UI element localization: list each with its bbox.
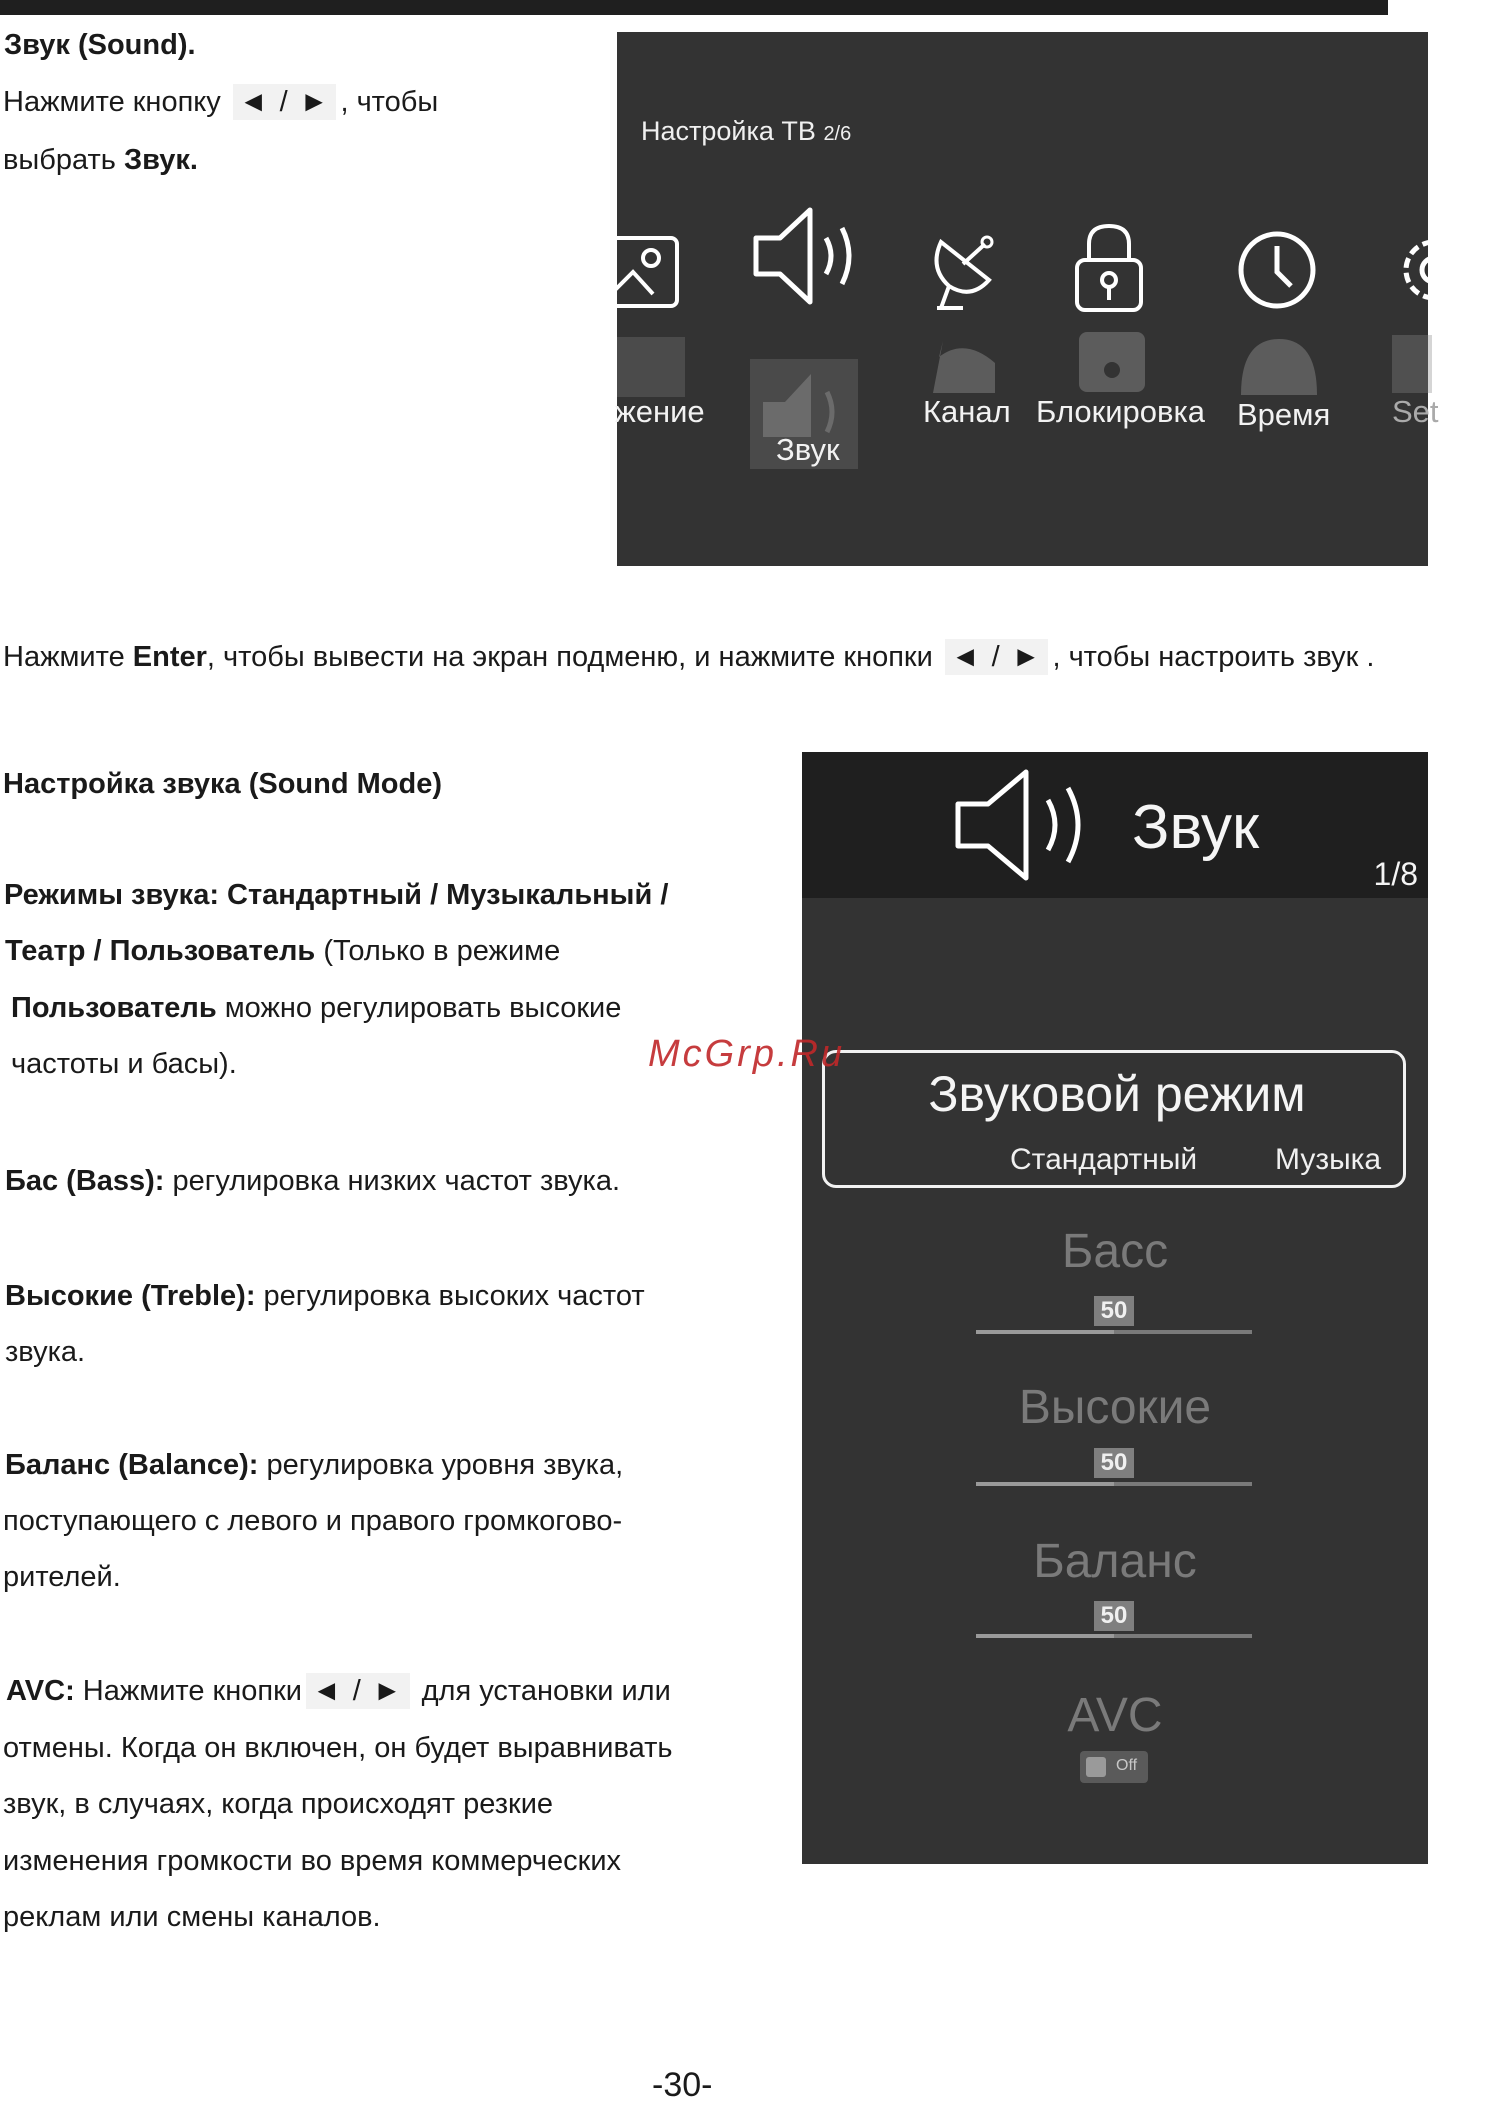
bass-value: 50 xyxy=(1094,1296,1134,1326)
avc-description: AVC: Нажмите кнопки ◄ / ► для установки или xyxy=(6,1675,671,1707)
speaker-icon-large xyxy=(952,766,1112,889)
modes-line-2: Театр / Пользователь (Только в режиме xyxy=(5,935,561,967)
modes-line-4: частоты и басы). xyxy=(11,1048,237,1080)
sound-mode-next[interactable]: Музыка xyxy=(1275,1143,1382,1176)
treble-description: Высокие (Treble): регулировка высоких частот xyxy=(5,1280,645,1312)
menu-label-picture[interactable]: жение xyxy=(615,394,705,429)
sound-mode-selector[interactable] xyxy=(822,1050,1406,1188)
menu-label-setup[interactable]: Set xyxy=(1392,394,1439,429)
arrow-keys-glyph: ◄ / ► xyxy=(233,84,337,120)
balance-value: 50 xyxy=(1094,1601,1134,1631)
gear-icon xyxy=(1392,228,1452,312)
sound-mode-current[interactable]: Стандартный xyxy=(1010,1143,1198,1176)
enter-instruction: Нажмите Enter, чтобы вывести на экран подменю, и нажмите кнопки ◄ / ► , чтобы настроить звук . xyxy=(3,641,1375,673)
balance-description-line-2: поступающего с левого и правого громкогово- xyxy=(3,1505,623,1537)
page-number: -30- xyxy=(652,2066,713,2104)
balance-slider-fill xyxy=(976,1634,1114,1638)
sound-mode-heading: Настройка звука (Sound Mode) xyxy=(3,768,442,800)
picture-icon xyxy=(607,232,687,312)
clock-icon xyxy=(1235,228,1319,312)
satellite-icon-reflection xyxy=(929,337,1003,393)
intro-line-1: Нажмите кнопку ◄ / ► , чтобы xyxy=(3,86,439,118)
avc-toggle-state: Off xyxy=(1116,1757,1138,1774)
avc-toggle[interactable] xyxy=(1080,1751,1148,1783)
avc-description-line-3: звук, в случаях, когда происходят резкие xyxy=(3,1788,554,1820)
bass-slider[interactable] xyxy=(976,1330,1252,1334)
balance-slider[interactable] xyxy=(976,1634,1252,1638)
picture-icon-reflection xyxy=(617,337,685,397)
menu-label-time[interactable]: Время xyxy=(1237,397,1331,432)
avc-description-line-2: отмены. Когда он включен, он будет выравнивать xyxy=(3,1732,673,1764)
sound-settings-screen xyxy=(802,752,1428,1864)
avc-description-line-5: реклам или смены каналов. xyxy=(3,1901,381,1933)
arrow-keys-glyph-2: ◄ / ► xyxy=(945,639,1049,675)
gear-icon-reflection xyxy=(1392,335,1432,393)
speaker-icon xyxy=(750,202,862,310)
balance-label: Баланс xyxy=(1033,1535,1197,1588)
lock-icon-reflection xyxy=(1077,330,1147,392)
balance-description: Баланс (Balance): регулировка уровня звука, xyxy=(5,1449,624,1481)
treble-description-line-2: звука. xyxy=(5,1336,86,1368)
page-indicator: 1/8 xyxy=(1373,856,1418,892)
modes-line-1: Режимы звука: Стандартный / Музыкальный / xyxy=(4,879,669,911)
menu-label-channel[interactable]: Канал xyxy=(923,394,1011,429)
tv-settings-screen xyxy=(615,32,1439,566)
menu-label-lock[interactable]: Блокировка xyxy=(1036,394,1205,429)
menu-label-sound[interactable]: Звук xyxy=(776,432,840,467)
avc-label: AVC xyxy=(1067,1689,1163,1742)
satellite-dish-icon xyxy=(923,228,1003,312)
intro-line-2: выбрать Звук. xyxy=(3,144,198,176)
bass-label: Басс xyxy=(1061,1225,1169,1278)
watermark: McGrp.Ru xyxy=(648,1033,846,1075)
modes-line-3: Пользователь можно регулировать высокие xyxy=(11,992,622,1024)
section-title: Звук (Sound). xyxy=(4,29,196,61)
lock-icon xyxy=(1071,220,1147,314)
arrow-keys-glyph-3: ◄ / ► xyxy=(306,1673,410,1709)
screen-title: Настройка ТВ 2/6 xyxy=(641,116,852,146)
bass-description: Бас (Bass): регулировка низких частот звука. xyxy=(5,1165,621,1197)
sound-screen-header xyxy=(802,752,1428,898)
treble-slider[interactable] xyxy=(976,1482,1252,1486)
balance-description-line-3: рителей. xyxy=(3,1561,121,1593)
treble-label: Высокие xyxy=(1018,1381,1212,1434)
treble-value: 50 xyxy=(1094,1448,1134,1478)
avc-toggle-knob xyxy=(1086,1757,1106,1777)
avc-description-line-4: изменения громкости во время коммерческих xyxy=(3,1845,622,1877)
sound-mode-label: Звуковой режим xyxy=(928,1066,1306,1122)
speaker-icon-reflection xyxy=(757,362,857,437)
top-rule xyxy=(0,0,1388,15)
treble-slider-fill xyxy=(976,1482,1114,1486)
bass-slider-fill xyxy=(976,1330,1114,1334)
sound-screen-title: Звук xyxy=(1132,793,1260,862)
clock-icon-reflection xyxy=(1239,335,1319,395)
